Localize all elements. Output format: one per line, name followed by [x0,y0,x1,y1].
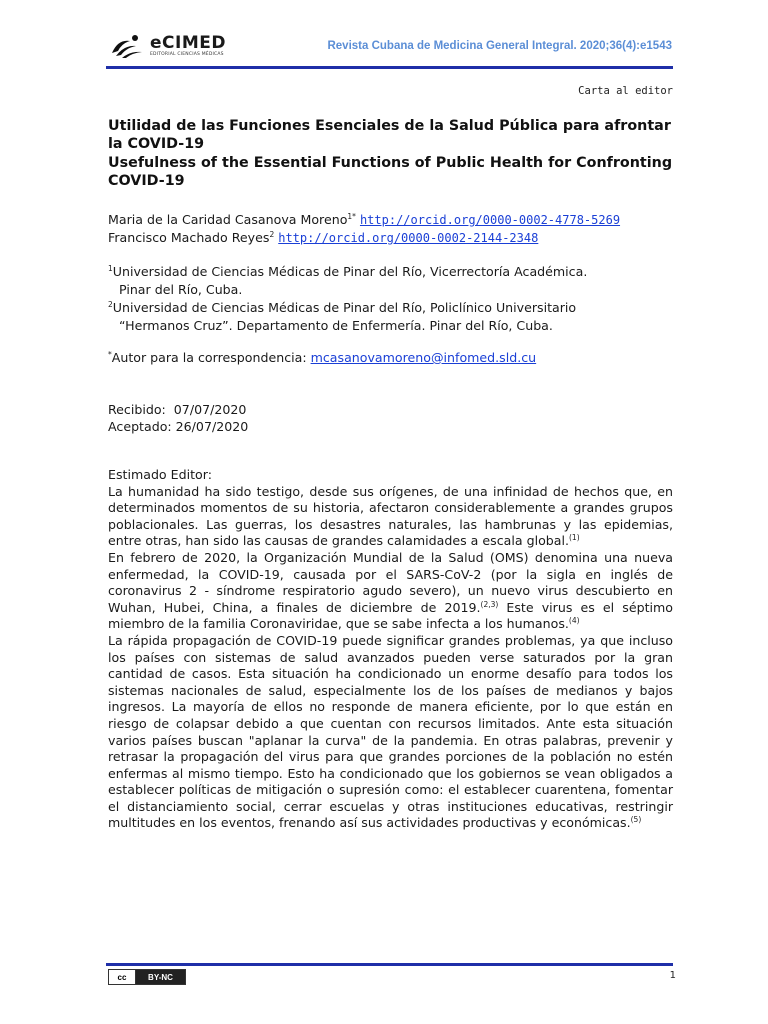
correspondence-sup: * [108,350,112,359]
affiliation [108,263,673,281]
article-type: Carta al editor [578,85,673,97]
paragraph-text: Este virus es el séptimo miembro de la familia Coronaviridae, que se sabe infecta a los humanos. [108,599,674,632]
correspondence [108,349,673,367]
paragraph-text: La humanidad ha sido testigo, desde sus orígenes, de una infinidad de hechos que, en determinados momentos de su historia, afectaron considerablemente a grandes grupos poblacionales. Las guerras, los desastres naturales, las hambrunas y las epidemias, entre otras, han sido las causas de grandes calamidades a escala global. [108,483,673,549]
affiliations [108,263,673,335]
footer-rule [106,963,673,966]
paragraph-text: En febrero de 2020, la Organización Mundial de la Salud (OMS) denomina una nueva enfermedad, la COVID-19, causada por el SARS-CoV-2 (por la sigla en inglés de coronavirus 2 - síndrome respiratorio agudo severo), un nuevo virus descubierto en Wuhan, Hubei, China, a finales de diciembre de 2019. [108,549,673,615]
affiliation-line: “Hermanos Cruz”. Departamento de Enfermería. Pinar del Río, Cuba. [119,318,553,333]
paragraph-text: La rápida propagación de COVID-19 puede significar grandes problemas, ya que incluso los países con sistemas de salud avanzados pueden verse saturados por la gran cantidad de casos. Esta situación ha condicionado un enorme desafío para todos los sistemas nacionales de salud, especialmente los de los países de medianos y bajos ingresos. La mayoría de ellos no responde de manera eficiente, por lo que están en riesgo de colapsar debido a que cuentan con recursos limitados. Ante esta situación varios países buscan "aplanar la curva" de la pandemia. En otras palabras, prevenir y retrasar la propagación del virus para que grandes porciones de la población no estén enfermas al mismo tiempo. Esto ha condicionado que los gobiernos se vean obligados a establecer políticas de mitigación o supresión como: el establecer cuarentena, fomentar el distanciamiento social, cerrar escuelas y otras instituciones educativas, restringir multitudes en los eventos, frenando así sus actividades productivas y económicas. [108,632,673,831]
author-name: Maria de la Caridad Casanova Moreno [108,212,348,227]
title-spanish: Utilidad de las Funciones Esenciales de la Salud Pública para afrontar la COVID-19 [108,118,671,153]
ecimed-logo [108,30,226,62]
affiliation-line: Universidad de Ciencias Médicas de Pinar del Río, Vicerrectoría Académica. [112,264,588,279]
author-line [108,229,673,247]
logo-name: eCIMED [150,32,226,53]
correspondence-label: Autor para la correspondencia: [111,350,311,365]
affiliation-sup: 1 [108,264,113,273]
author-sup: 1* [347,212,356,221]
salutation: Estimado Editor: [108,467,212,482]
author-line [108,211,673,229]
accepted-date: Aceptado: 26/07/2020 [108,418,249,434]
correspondence-email-link[interactable]: mcasanovamoreno@infomed.sld.cu [310,350,537,365]
header-rule [106,66,673,69]
author-list [108,211,673,247]
article-title [108,117,678,190]
cc-license-label: BY-NC [136,970,185,984]
dates [108,402,673,435]
page-number: 1 [669,970,676,981]
citation-ref: (2,3) [480,599,499,609]
citation-ref: (4) [568,616,580,626]
citation-ref: (5) [630,815,642,825]
journal-citation: Revista Cubana de Medicina General Integral. 2020;36(4):e1543 [327,40,672,52]
title-english: Usefulness of the Essential Functions of Public Health for Confronting COVID-19 [108,154,673,189]
cc-icon: cc [109,970,136,984]
affiliation [108,299,673,317]
orcid-link[interactable]: http://orcid.org/0000-0002-4778-5269 [359,213,621,227]
paragraph [108,484,673,550]
orcid-link[interactable]: http://orcid.org/0000-0002-2144-2348 [278,231,539,245]
ecimed-logo-icon [108,31,148,61]
author-name: Francisco Machado Reyes [108,230,270,245]
paragraph [108,550,673,633]
affiliation-line: Pinar del Río, Cuba. [119,282,243,297]
citation-ref: (1) [569,533,580,543]
received-date: Recibido: 07/07/2020 [108,402,247,417]
logo-subtitle: EDITORIAL CIENCIAS MÉDICAS [150,51,224,57]
letter-body [108,467,673,832]
paragraph [108,633,673,832]
author-sup: 2 [269,230,275,239]
affiliation-line: Universidad de Ciencias Médicas de Pinar del Río, Policlínico Universitario [112,300,577,315]
cc-license-badge[interactable] [108,969,186,985]
affiliation-sup: 2 [108,300,113,309]
